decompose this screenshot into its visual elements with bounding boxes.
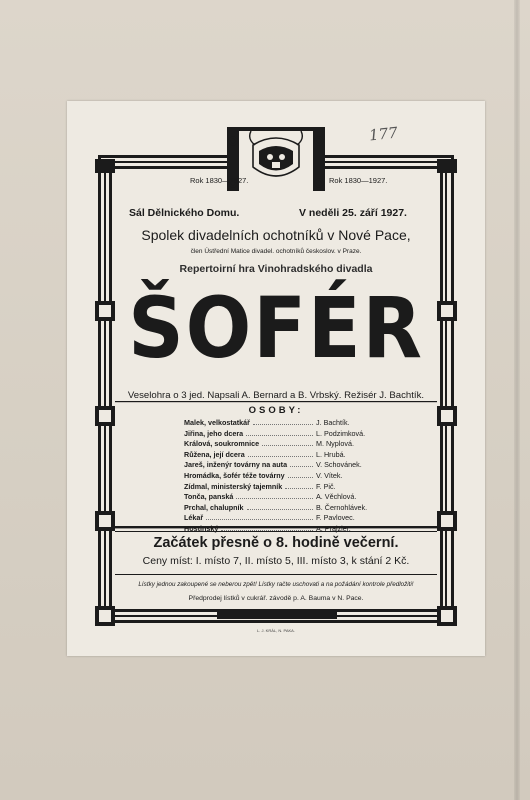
theatre-poster: [67, 101, 485, 656]
society-note: člen Ústřední Matice divadel. ochotníků českoslov. v Praze.: [190, 248, 362, 255]
year-right: Rok 1830—1927.: [329, 176, 388, 185]
cast-row: Lékař F. Pavlovec.: [184, 513, 355, 523]
crest-icon: [250, 131, 303, 176]
presale-note: Předprodej lístků v cukrář. závodě p. A. Bauma v N. Pace.: [188, 595, 364, 602]
venue: Sál Dělnického Domu.: [129, 207, 240, 219]
cast-row: Jareš, inženýr továrny na auta V. Schovánek.: [184, 460, 362, 470]
cast-row: Hostinský A. Prajzler.: [184, 523, 351, 533]
cast-row: Prchal, chalupník B. Černohlávek.: [184, 502, 368, 512]
cast-row: Hromádka, šofér téže továrny V. Vítek.: [184, 470, 343, 480]
society-name: Spolek divadelních ochotníků v Nové Pace,: [141, 227, 411, 243]
cast-row: Jiřina, jeho dcera L. Podzimková.: [184, 428, 366, 438]
handwritten-number: 177: [368, 123, 399, 145]
cast-row: Malek, velkostatkář J. Bachtík.: [184, 418, 350, 427]
cast-row: Králová, soukromnice M. Nyplová.: [184, 439, 354, 449]
year-left: Rok 1830—1927.: [190, 176, 249, 185]
cast-row: Tonča, panská A. Věchlová.: [184, 492, 357, 502]
start-time: Začátek přesně o 8. hodině večerní.: [153, 535, 399, 551]
play-title: ŠOFÉR: [128, 279, 424, 377]
cast-row: Zídmal, ministerský tajemník F. Pič.: [184, 481, 336, 491]
cast-list: [184, 418, 374, 535]
repertoire-note: Repertoirní hra Vinohradského divadla: [179, 263, 373, 275]
date: V neděli 25. září 1927.: [299, 207, 407, 219]
ticket-prices: Ceny míst: I. místo 7, II. místo 5, III. místo 3, k stání 2 Kč.: [142, 555, 410, 567]
decorative-border: [67, 101, 485, 656]
ticket-notice: Lístky jednou zakoupené se neberou zpět! Lístky račte uschovati a na požádání kontrole předložiti!: [138, 581, 414, 588]
cast-heading: OSOBY:: [248, 405, 304, 416]
printer-mark: L. J. KRÁL, N. PAKA.: [257, 628, 295, 633]
play-subtitle: Veselohra o 3 jed. Napsali A. Bernard a B. Vrbský. Režisér J. Bachtík.: [127, 390, 425, 401]
cast-row: Růžena, její dcera L. Hrubá.: [184, 449, 346, 459]
